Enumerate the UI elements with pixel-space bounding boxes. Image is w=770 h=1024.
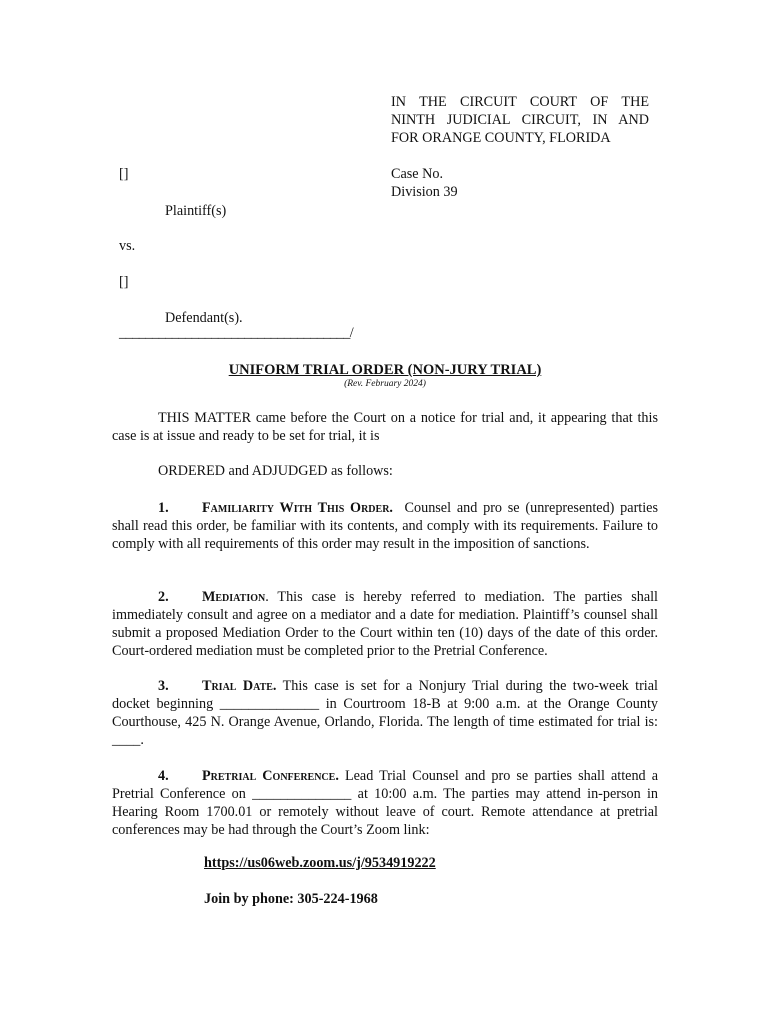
section-number: 3.	[158, 678, 169, 694]
defendant-name: []	[119, 274, 129, 290]
section-number: 4.	[158, 768, 169, 784]
section-heading: Familiarity With This Order.	[202, 500, 393, 516]
court-line-2: NINTH JUDICIAL CIRCUIT, IN AND	[391, 112, 649, 128]
revision-date: (Rev. February 2024)	[344, 379, 426, 389]
section-heading: Pretrial Conference.	[202, 768, 339, 784]
section-mediation	[112, 588, 658, 660]
court-line-3: FOR ORANGE COUNTY, FLORIDA	[391, 130, 611, 146]
zoom-link[interactable]: https://us06web.zoom.us/j/9534919222	[204, 855, 436, 871]
section-heading: Trial Date.	[202, 678, 277, 694]
section-text: Lead Trial Counsel and pro se parties shall attend a Pretrial Conference on ______________ at 10:00 a.m. The parties may attend in-person in Hearing Room 1700.01 or remotely without leave of court. Remote attendance at pretrial conferences may be had through the Court’s Zoom link:	[112, 768, 659, 838]
section-trial-date	[112, 677, 658, 749]
intro-paragraph: THIS MATTER came before the Court on a notice for trial and, it appearing that this case is at issue and ready to be set for trial, it is	[112, 410, 658, 444]
section-text: Counsel and pro se (unrepresented) parties shall read this order, be familiar with its contents, and comply with its requirements. Failure to comply with all requirements of this order may result in the imposition of sanctions.	[112, 500, 658, 552]
order-title: UNIFORM TRIAL ORDER (NON-JURY TRIAL)	[228, 362, 542, 378]
plaintiff-label: Plaintiff(s)	[165, 203, 227, 219]
section-text: This case is set for a Nonjury Trial during the two-week trial docket beginning ______________ in Courtroom 18-B at 9:00 a.m. at the Orange County Courthouse, 425 N. Orange Avenue, Orlando, Florida. The length of time estimated for trial is: ____.	[112, 678, 658, 748]
court-line-1: IN THE CIRCUIT COURT OF THE	[391, 94, 649, 110]
caption-signature-line: ___________________________________/	[119, 325, 354, 341]
versus: vs.	[119, 238, 136, 254]
ordered-paragraph: ORDERED and ADJUDGED as follows:	[158, 463, 393, 479]
division: Division 39	[391, 184, 458, 200]
plaintiff-name: []	[119, 166, 129, 182]
section-heading: Mediation	[202, 589, 266, 605]
case-number: Case No.	[391, 166, 444, 182]
section-number: 1.	[158, 500, 169, 516]
section-pretrial-conference	[112, 767, 658, 839]
zoom-phone: Join by phone: 305-224-1968	[204, 891, 378, 907]
defendant-label: Defendant(s).	[165, 310, 243, 326]
section-text: . This case is hereby referred to mediation. The parties shall immediately consult and agree on a mediator and a date for mediation. Plaintiff’s counsel shall submit a proposed Mediation Order to the Court within ten (10) days of the date of this order. Court-ordered mediation must be completed prior to the Pretrial Conference.	[112, 589, 658, 659]
court-heading	[391, 93, 649, 147]
section-number: 2.	[158, 589, 169, 605]
section-familiarity	[112, 499, 658, 553]
